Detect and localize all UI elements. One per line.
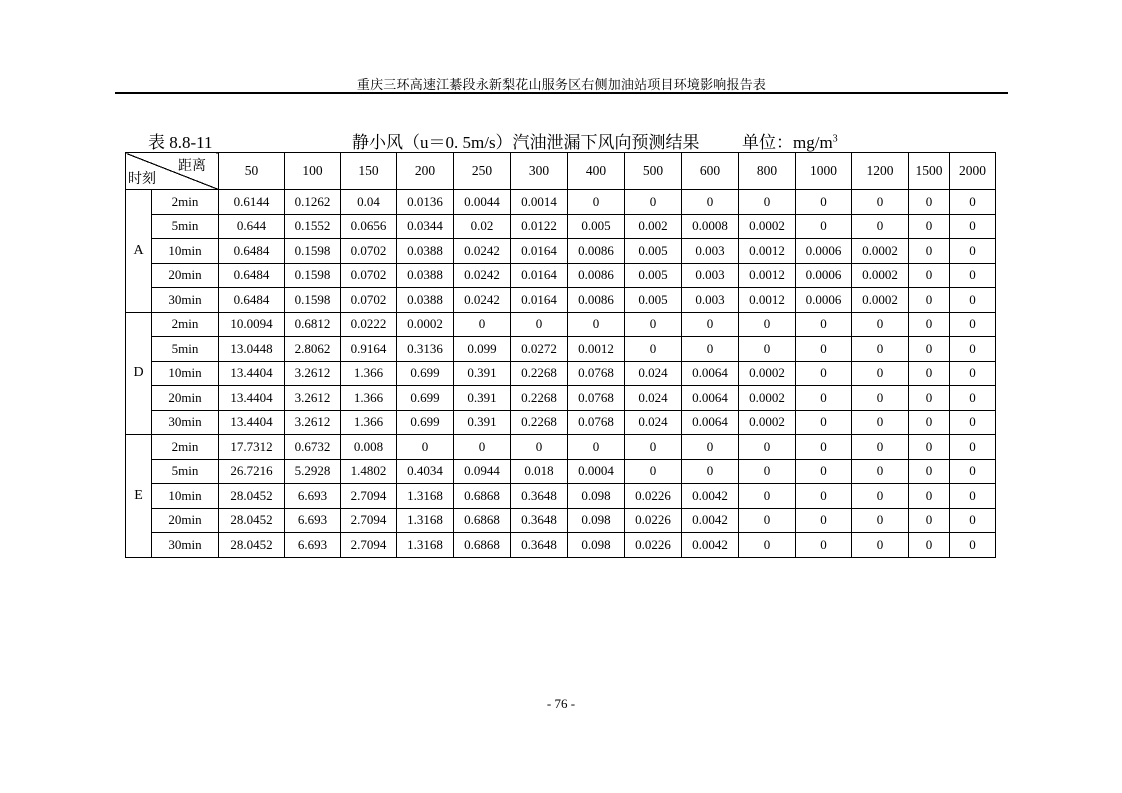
concentration-cell: 0: [852, 410, 909, 435]
concentration-cell: 0.0272: [511, 337, 568, 362]
concentration-cell: 0: [682, 190, 739, 215]
concentration-cell: 0.0388: [397, 288, 454, 313]
concentration-cell: 1.366: [341, 386, 397, 411]
concentration-cell: 0.098: [568, 533, 625, 558]
concentration-cell: 0.0064: [682, 386, 739, 411]
concentration-cell: 0: [852, 312, 909, 337]
concentration-cell: 0.0086: [568, 239, 625, 264]
concentration-cell: 0.024: [625, 410, 682, 435]
concentration-cell: 0: [852, 435, 909, 460]
concentration-cell: 0.0002: [739, 361, 796, 386]
concentration-cell: 0.2268: [511, 410, 568, 435]
concentration-cell: 0.1598: [285, 239, 341, 264]
time-cell: 5min: [152, 459, 219, 484]
concentration-cell: 28.0452: [219, 533, 285, 558]
time-cell: 30min: [152, 288, 219, 313]
unit-superscript: 3: [832, 133, 838, 145]
stability-class-cell: D: [126, 312, 152, 435]
stability-class-cell: E: [126, 435, 152, 558]
distance-header-cell: 1200: [852, 153, 909, 190]
concentration-cell: 0: [950, 410, 996, 435]
concentration-cell: 1.366: [341, 410, 397, 435]
concentration-cell: 2.7094: [341, 533, 397, 558]
concentration-cell: 28.0452: [219, 484, 285, 509]
concentration-cell: 0: [625, 312, 682, 337]
concentration-cell: 0.3648: [511, 533, 568, 558]
concentration-cell: 0: [625, 459, 682, 484]
concentration-cell: 3.2612: [285, 410, 341, 435]
concentration-cell: 0.0004: [568, 459, 625, 484]
concentration-cell: 0: [852, 533, 909, 558]
concentration-cell: 0.099: [454, 337, 511, 362]
concentration-cell: 0: [796, 361, 852, 386]
concentration-cell: 0: [909, 288, 950, 313]
concentration-cell: 0: [909, 239, 950, 264]
concentration-cell: 0.0002: [397, 312, 454, 337]
table-row: [126, 459, 996, 484]
concentration-cell: 0.391: [454, 410, 511, 435]
concentration-cell: 13.4404: [219, 410, 285, 435]
concentration-cell: 0: [625, 337, 682, 362]
concentration-cell: 0: [950, 214, 996, 239]
concentration-cell: 0.0006: [796, 239, 852, 264]
concentration-cell: 0.0086: [568, 263, 625, 288]
concentration-cell: 0: [852, 361, 909, 386]
concentration-cell: 0: [739, 508, 796, 533]
distance-header-cell: 200: [397, 153, 454, 190]
table-row: [126, 190, 996, 215]
concentration-cell: 0: [950, 484, 996, 509]
concentration-cell: 0.0656: [341, 214, 397, 239]
concentration-cell: 0.0008: [682, 214, 739, 239]
concentration-cell: 0.6144: [219, 190, 285, 215]
concentration-cell: 0: [950, 337, 996, 362]
distance-header-cell: 100: [285, 153, 341, 190]
concentration-cell: 0.6868: [454, 508, 511, 533]
concentration-cell: 0: [909, 533, 950, 558]
concentration-cell: 6.693: [285, 508, 341, 533]
concentration-cell: 0.0002: [739, 386, 796, 411]
concentration-cell: 0.0242: [454, 288, 511, 313]
concentration-cell: 0.9164: [341, 337, 397, 362]
concentration-cell: 0.04: [341, 190, 397, 215]
concentration-cell: 0.0702: [341, 239, 397, 264]
concentration-cell: 0: [950, 361, 996, 386]
concentration-cell: 0.0012: [739, 239, 796, 264]
time-cell: 20min: [152, 263, 219, 288]
concentration-cell: 0.6868: [454, 484, 511, 509]
concentration-cell: 13.4404: [219, 386, 285, 411]
concentration-cell: 0.0768: [568, 386, 625, 411]
time-cell: 30min: [152, 533, 219, 558]
concentration-cell: 0.3648: [511, 508, 568, 533]
concentration-cell: 0: [909, 410, 950, 435]
concentration-cell: 0.0002: [852, 239, 909, 264]
table-row: [126, 312, 996, 337]
concentration-cell: 0: [625, 190, 682, 215]
table-row: [126, 263, 996, 288]
table-title: 静小风（u＝0. 5m/s）汽油泄漏下风向预测结果: [352, 133, 700, 152]
concentration-cell: 0.699: [397, 410, 454, 435]
concentration-cell: 0.0006: [796, 288, 852, 313]
concentration-cell: 2.7094: [341, 484, 397, 509]
concentration-cell: 0.2268: [511, 386, 568, 411]
concentration-cell: 0.699: [397, 361, 454, 386]
concentration-cell: 0: [909, 361, 950, 386]
concentration-cell: 0.0012: [568, 337, 625, 362]
time-cell: 20min: [152, 508, 219, 533]
concentration-cell: 0: [796, 533, 852, 558]
time-cell: 10min: [152, 484, 219, 509]
concentration-cell: 0.4034: [397, 459, 454, 484]
concentration-cell: 0: [909, 312, 950, 337]
concentration-cell: 0: [796, 190, 852, 215]
concentration-cell: 0: [682, 435, 739, 460]
concentration-cell: 0: [909, 508, 950, 533]
concentration-cell: 6.693: [285, 484, 341, 509]
concentration-cell: 0.003: [682, 263, 739, 288]
table-unit: [742, 128, 838, 153]
concentration-cell: 0: [739, 484, 796, 509]
concentration-cell: 0: [796, 484, 852, 509]
header-rule: [115, 92, 1008, 94]
concentration-cell: 0: [909, 214, 950, 239]
concentration-cell: 0.0164: [511, 263, 568, 288]
concentration-cell: 0.005: [625, 239, 682, 264]
distance-header-cell: 250: [454, 153, 511, 190]
concentration-cell: 0: [950, 190, 996, 215]
concentration-cell: 0: [796, 459, 852, 484]
concentration-cell: 0.1262: [285, 190, 341, 215]
concentration-cell: 0: [454, 312, 511, 337]
concentration-cell: 0.6484: [219, 288, 285, 313]
concentration-cell: 0: [852, 459, 909, 484]
concentration-cell: 0.0164: [511, 288, 568, 313]
concentration-cell: 0.6484: [219, 239, 285, 264]
concentration-cell: 0.0002: [739, 410, 796, 435]
report-header-title: 重庆三环高速江綦段永新梨花山服务区右侧加油站项目环境影响报告表: [356, 77, 767, 92]
concentration-cell: 13.0448: [219, 337, 285, 362]
concentration-cell: 0: [950, 459, 996, 484]
concentration-cell: 0.0242: [454, 263, 511, 288]
concentration-cell: 0.0006: [796, 263, 852, 288]
concentration-cell: 0: [950, 288, 996, 313]
concentration-cell: 0.0042: [682, 533, 739, 558]
table-row: [126, 435, 996, 460]
concentration-cell: 0.6484: [219, 263, 285, 288]
concentration-cell: 0.2268: [511, 361, 568, 386]
concentration-cell: 0: [739, 459, 796, 484]
concentration-cell: 2.8062: [285, 337, 341, 362]
concentration-cell: 0.0226: [625, 533, 682, 558]
time-cell: 2min: [152, 190, 219, 215]
concentration-cell: 0: [852, 484, 909, 509]
concentration-cell: 0.0222: [341, 312, 397, 337]
concentration-cell: 1.366: [341, 361, 397, 386]
concentration-cell: 0.0164: [511, 239, 568, 264]
concentration-cell: 0.0002: [852, 263, 909, 288]
concentration-cell: 0: [796, 435, 852, 460]
concentration-cell: 0: [796, 337, 852, 362]
table-row: [126, 288, 996, 313]
concentration-cell: 0.0242: [454, 239, 511, 264]
time-header-label: 时刻: [128, 172, 156, 187]
concentration-cell: 0.0388: [397, 263, 454, 288]
corner-header-cell: [126, 153, 219, 190]
concentration-cell: 0: [950, 508, 996, 533]
concentration-cell: 0.391: [454, 386, 511, 411]
concentration-cell: 0.024: [625, 361, 682, 386]
distance-header-cell: 800: [739, 153, 796, 190]
concentration-cell: 0.699: [397, 386, 454, 411]
page-number: - 76 -: [546, 696, 576, 711]
concentration-cell: 1.3168: [397, 484, 454, 509]
concentration-cell: 0.098: [568, 508, 625, 533]
time-cell: 5min: [152, 214, 219, 239]
time-cell: 5min: [152, 337, 219, 362]
table-row: [126, 361, 996, 386]
concentration-cell: 0.0002: [739, 214, 796, 239]
distance-header-cell: 50: [219, 153, 285, 190]
table-row: [126, 508, 996, 533]
time-cell: 2min: [152, 435, 219, 460]
concentration-cell: 13.4404: [219, 361, 285, 386]
concentration-cell: 0.0064: [682, 410, 739, 435]
concentration-cell: 6.693: [285, 533, 341, 558]
distance-header-cell: 600: [682, 153, 739, 190]
distance-header-label: 距离: [178, 159, 206, 174]
distance-header-cell: 300: [511, 153, 568, 190]
concentration-cell: 0.0944: [454, 459, 511, 484]
concentration-cell: 0: [739, 533, 796, 558]
concentration-cell: 0: [739, 312, 796, 337]
distance-header-cell: 1500: [909, 153, 950, 190]
concentration-cell: 0: [568, 435, 625, 460]
concentration-cell: 0.0768: [568, 361, 625, 386]
concentration-cell: 3.2612: [285, 386, 341, 411]
concentration-cell: 0: [950, 435, 996, 460]
table-row: [126, 484, 996, 509]
unit-text: 单位：mg/m: [742, 133, 833, 152]
concentration-cell: 0.0136: [397, 190, 454, 215]
distance-header-cell: 1000: [796, 153, 852, 190]
concentration-cell: 0.003: [682, 288, 739, 313]
concentration-cell: 5.2928: [285, 459, 341, 484]
concentration-cell: 0: [796, 508, 852, 533]
concentration-cell: 1.4802: [341, 459, 397, 484]
time-cell: 10min: [152, 239, 219, 264]
table-row: [126, 386, 996, 411]
concentration-cell: 0.0388: [397, 239, 454, 264]
concentration-cell: 0: [682, 459, 739, 484]
concentration-cell: 0: [909, 484, 950, 509]
concentration-cell: 0: [739, 435, 796, 460]
concentration-cell: 0: [852, 214, 909, 239]
concentration-cell: 0: [909, 386, 950, 411]
concentration-cell: 0.0768: [568, 410, 625, 435]
concentration-cell: 0.0042: [682, 508, 739, 533]
concentration-cell: 0: [796, 410, 852, 435]
concentration-cell: 0: [511, 435, 568, 460]
concentration-cell: 1.3168: [397, 508, 454, 533]
table-row: [126, 337, 996, 362]
concentration-cell: 0: [682, 337, 739, 362]
concentration-cell: 0: [796, 386, 852, 411]
concentration-cell: 0.018: [511, 459, 568, 484]
concentration-cell: 0: [739, 190, 796, 215]
concentration-cell: 0.644: [219, 214, 285, 239]
concentration-cell: 0: [511, 312, 568, 337]
concentration-cell: 0: [909, 190, 950, 215]
concentration-cell: 0.3648: [511, 484, 568, 509]
concentration-cell: 1.3168: [397, 533, 454, 558]
table-row: [126, 214, 996, 239]
distance-header-cell: 500: [625, 153, 682, 190]
concentration-cell: 0.024: [625, 386, 682, 411]
distance-header-cell: 2000: [950, 153, 996, 190]
concentration-cell: 0: [852, 386, 909, 411]
stability-class-cell: A: [126, 190, 152, 313]
concentration-cell: 0: [909, 459, 950, 484]
concentration-cell: 0.1552: [285, 214, 341, 239]
concentration-cell: 3.2612: [285, 361, 341, 386]
table-row: [126, 410, 996, 435]
table-row: [126, 239, 996, 264]
concentration-cell: 0.0226: [625, 484, 682, 509]
time-cell: 2min: [152, 312, 219, 337]
concentration-cell: 0.005: [625, 288, 682, 313]
time-cell: 20min: [152, 386, 219, 411]
table-row: [126, 533, 996, 558]
prediction-table: [125, 152, 996, 558]
concentration-cell: 0: [950, 263, 996, 288]
concentration-cell: 0.005: [625, 263, 682, 288]
concentration-cell: 0.0014: [511, 190, 568, 215]
concentration-cell: 0.0064: [682, 361, 739, 386]
concentration-cell: 0: [796, 214, 852, 239]
concentration-cell: 0.1598: [285, 288, 341, 313]
concentration-cell: 0.0012: [739, 288, 796, 313]
concentration-cell: 0.098: [568, 484, 625, 509]
concentration-cell: 0.1598: [285, 263, 341, 288]
concentration-cell: 0.0044: [454, 190, 511, 215]
concentration-cell: 0: [852, 337, 909, 362]
concentration-cell: 0.6868: [454, 533, 511, 558]
concentration-cell: 0.0086: [568, 288, 625, 313]
concentration-cell: 0: [950, 386, 996, 411]
concentration-cell: 28.0452: [219, 508, 285, 533]
concentration-cell: 0.0702: [341, 263, 397, 288]
concentration-cell: 0: [950, 533, 996, 558]
concentration-cell: 0.0702: [341, 288, 397, 313]
concentration-cell: 0: [568, 312, 625, 337]
concentration-cell: 0.008: [341, 435, 397, 460]
concentration-cell: 0: [397, 435, 454, 460]
concentration-cell: 0: [852, 190, 909, 215]
concentration-cell: 0: [739, 337, 796, 362]
concentration-cell: 0.6812: [285, 312, 341, 337]
distance-header-cell: 400: [568, 153, 625, 190]
concentration-cell: 0.0122: [511, 214, 568, 239]
concentration-cell: 17.7312: [219, 435, 285, 460]
concentration-cell: 0: [950, 239, 996, 264]
concentration-cell: 0.0344: [397, 214, 454, 239]
concentration-cell: 0.0012: [739, 263, 796, 288]
concentration-cell: 0.391: [454, 361, 511, 386]
concentration-cell: 0: [625, 435, 682, 460]
concentration-cell: 0: [909, 435, 950, 460]
concentration-cell: 0.6732: [285, 435, 341, 460]
concentration-cell: 0: [852, 508, 909, 533]
distance-header-cell: 150: [341, 153, 397, 190]
time-cell: 30min: [152, 410, 219, 435]
table-header-row: [126, 153, 996, 190]
concentration-cell: 0: [909, 263, 950, 288]
concentration-cell: 0: [950, 312, 996, 337]
concentration-cell: 0: [682, 312, 739, 337]
concentration-cell: 0.003: [682, 239, 739, 264]
concentration-cell: 0.02: [454, 214, 511, 239]
table-number: 表 8.8-11: [148, 133, 213, 152]
concentration-cell: 0.0042: [682, 484, 739, 509]
concentration-cell: 10.0094: [219, 312, 285, 337]
concentration-cell: 0: [568, 190, 625, 215]
concentration-cell: 0.002: [625, 214, 682, 239]
concentration-cell: 26.7216: [219, 459, 285, 484]
concentration-cell: 0: [796, 312, 852, 337]
concentration-cell: 0.0226: [625, 508, 682, 533]
concentration-cell: 0.005: [568, 214, 625, 239]
concentration-cell: 0: [454, 435, 511, 460]
concentration-cell: 0.3136: [397, 337, 454, 362]
concentration-cell: 2.7094: [341, 508, 397, 533]
time-cell: 10min: [152, 361, 219, 386]
concentration-cell: 0: [909, 337, 950, 362]
concentration-cell: 0.0002: [852, 288, 909, 313]
